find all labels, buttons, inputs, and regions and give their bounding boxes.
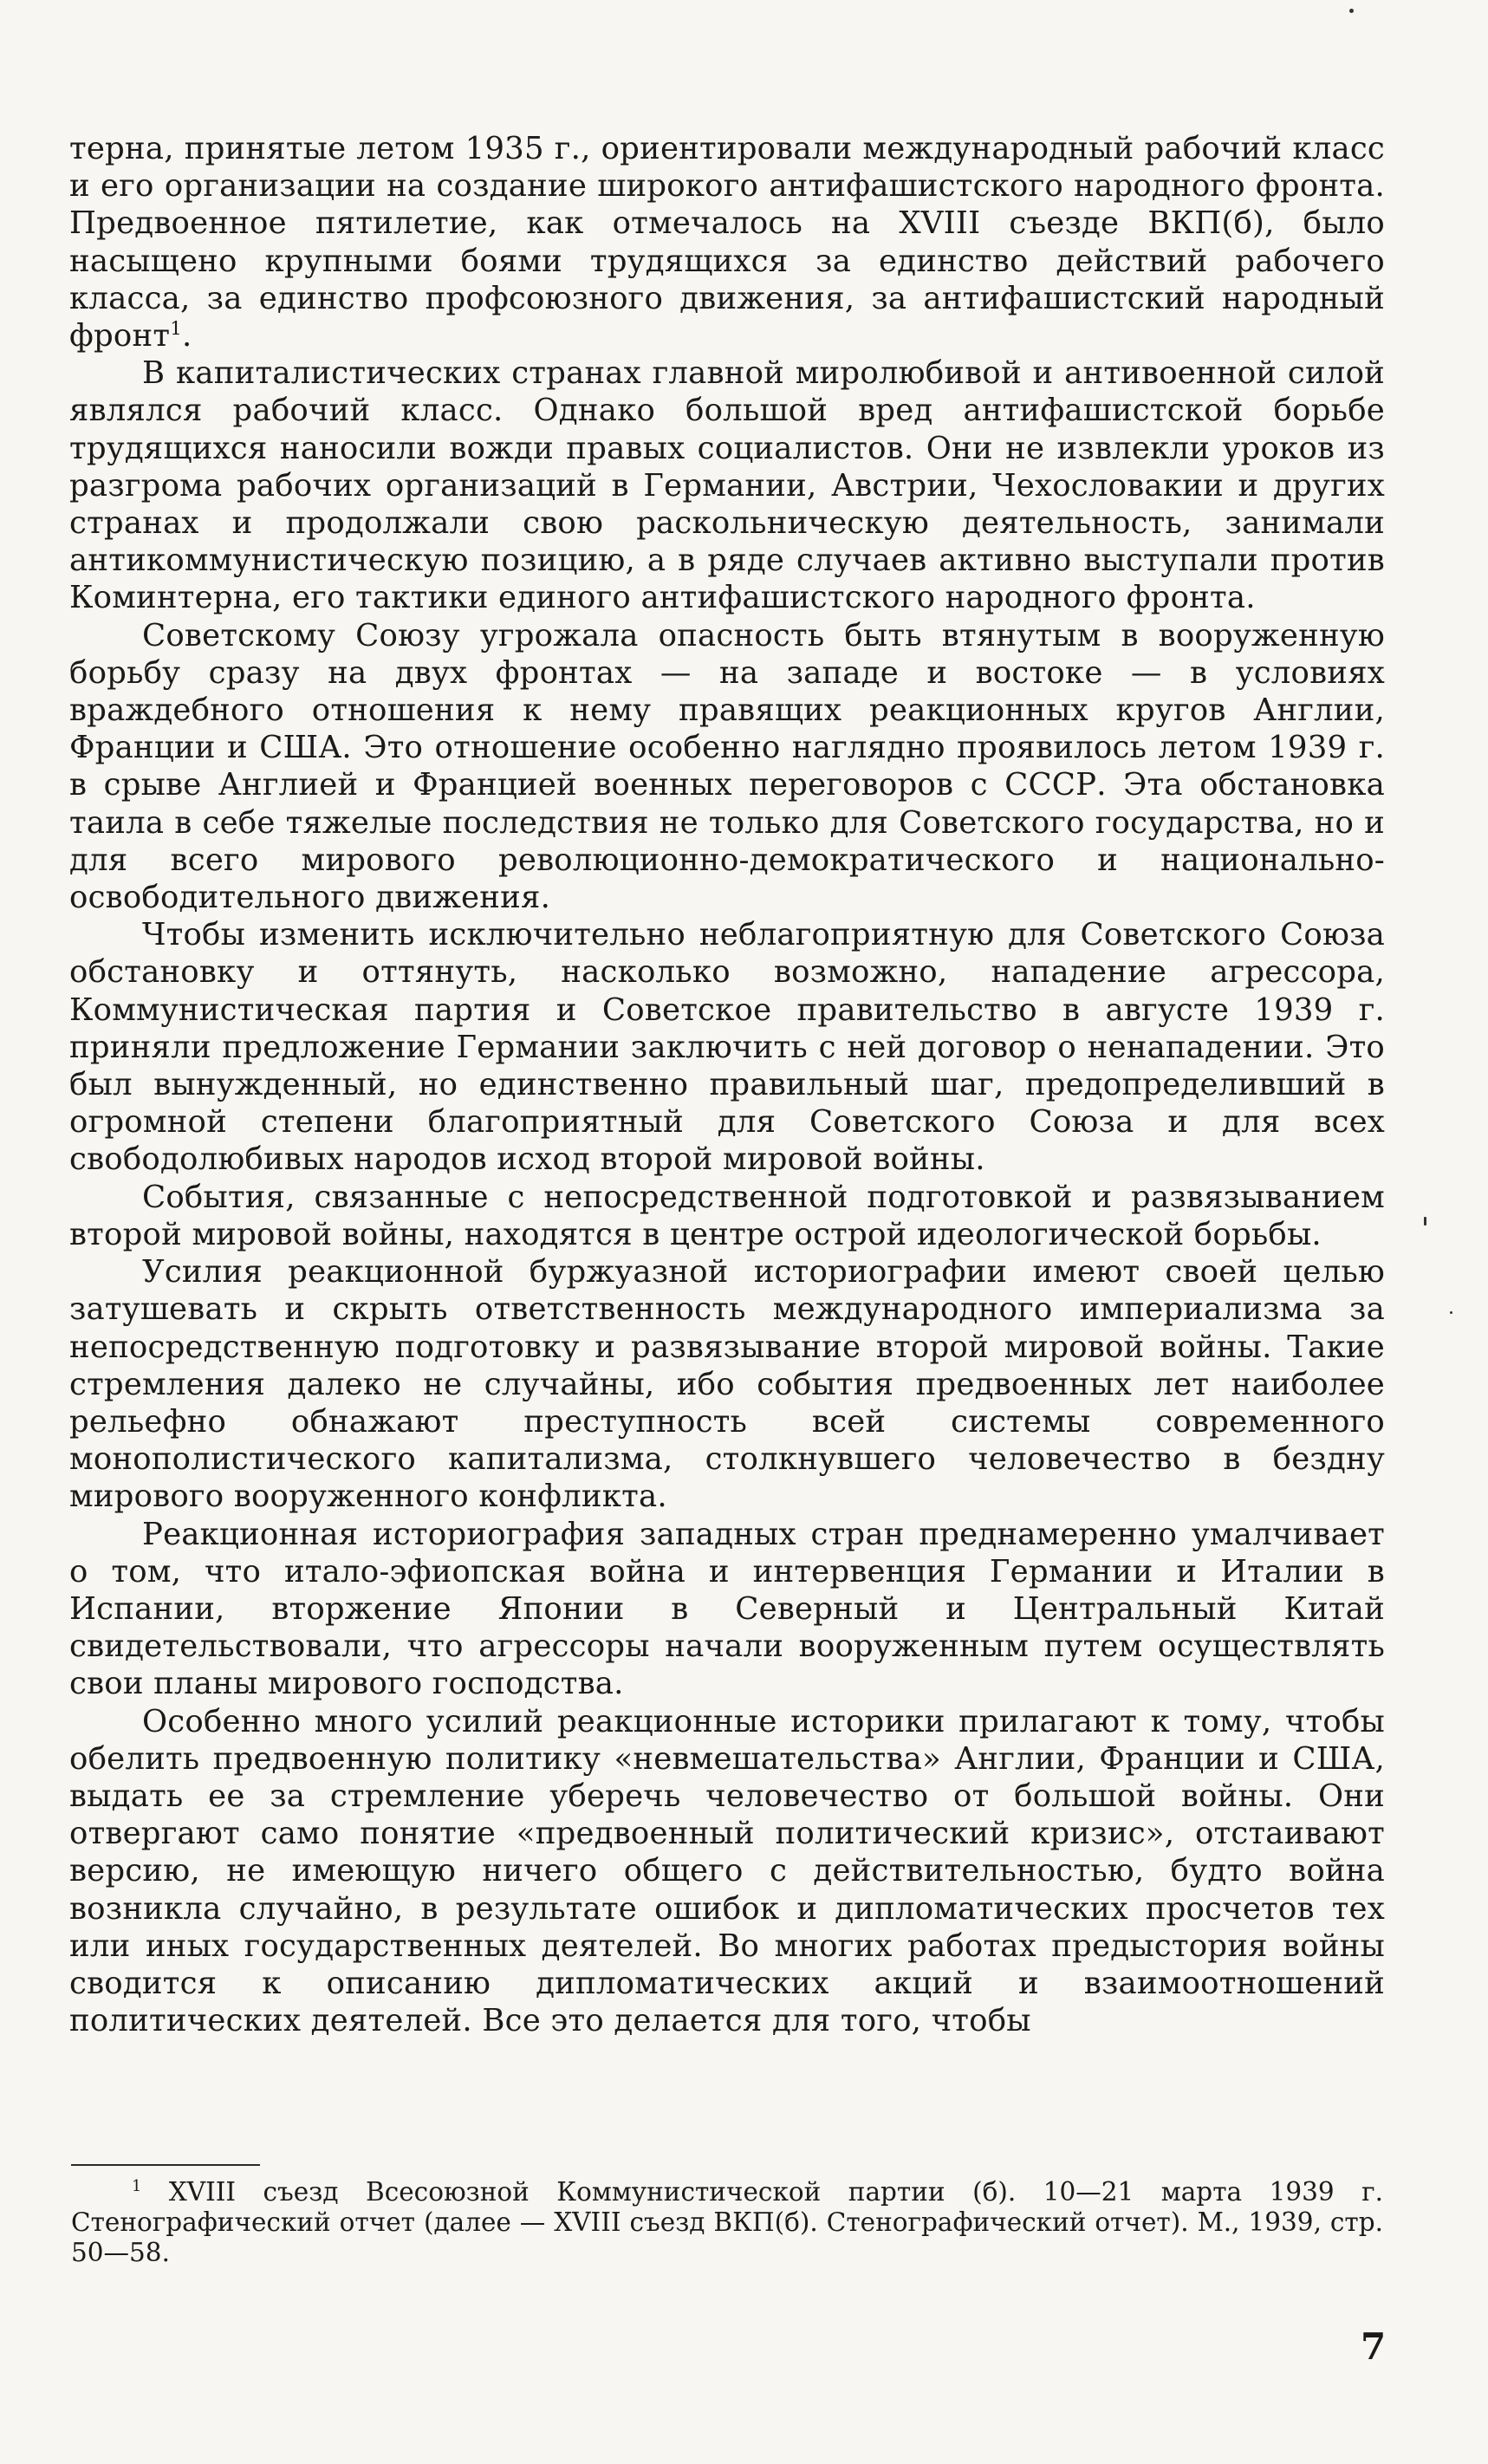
- paragraph-1: терна, принятые летом 1935 г., ориентировали международный рабочий класс и его организации на создание широкого антифашистского народного фронта. Предвоенное пятилетие, как отмечалось на XVIII съезде ВКП(б), было насыщено крупными боями трудящихся за единство действий рабочего класса, за единство профсоюзного движения, за антифашистский народный фронт$^1$.: [69, 131, 1385, 354]
- scan-speck: [1424, 1217, 1426, 1225]
- page-number: 7: [1361, 2325, 1387, 2368]
- page-body: [69, 130, 1385, 2039]
- paragraph-5: События, связанные с непосредственной подготовкой и развязыванием второй мировой войны, находятся в центре острой идеологической борьбы.: [69, 1179, 1385, 1252]
- footnote-ref[interactable]: 1: [170, 318, 182, 341]
- paragraph-4: Чтобы изменить исключительно неблагоприятную для Советского Союза обстановку и оттянуть, насколько возможно, нападение агрессора, Коммунистическая партия и Советское правительство в августе 1939 г. приняли предложение Германии заключить с ней договор о ненападении. Это был вынужденный, но единственно правильный шаг, предопределивший в огромной степени благоприятный для Советского Союза и для всех свободолюбивых народов исход второй мировой войны.: [69, 917, 1385, 1178]
- footnote: [71, 2177, 1383, 2268]
- paragraph-3: Советскому Союзу угрожала опасность быть втянутым в вооруженную борьбу сразу на двух фронтах — на западе и востоке — в условиях враждебного отношения к нему правящих реакционных кругов Англии, Франции и США. Это отношение особенно наглядно проявилось летом 1939 г. в срыве Англией и Францией военных переговоров с СССР. Эта обстановка таила в себе тяжелые последствия не только для Советского государства, но и для всего мирового революционно-демократического и национально-освободительного движения.: [69, 617, 1385, 916]
- paragraph-6: Усилия реакционной буржуазной историографии имеют своей целью затушевать и скрыть ответственность международного империализма за непосредственную подготовку и развязывание второй мировой войны. Такие стремления далеко не случайны, ибо события предвоенных лет наиболее рельефно обнажают преступность всей системы современного монополистического капитализма, столкнувшего человечество в бездну мирового вооруженного конфликта.: [69, 1254, 1385, 1515]
- footnote-text: XVIII съезд Всесоюзной Коммунистической партии (б). 10—21 марта 1939 г. Стенографический отчет (далее — XVIII съезд ВКП(б). Стенографический отчет). М., 1939, стр. 50—58.: [71, 2177, 1383, 2267]
- paragraph-8: Особенно много усилий реакционные историки прилагают к тому, чтобы обелить предвоенную политику «невмешательства» Англии, Франции и США, выдать ее за стремление уберечь человечество от большой войны. Они отвергают само понятие «предвоенный политический кризис», отстаивают версию, не имеющую ничего общего с действительностью, будто война возникла случайно, в результате ошибок и дипломатических просчетов тех или иных государственных деятелей. Во многих работах предыстория войны сводится к описанию дипломатических акций и взаимоотношений политических деятелей. Все это делается для того, чтобы: [69, 1703, 1385, 2039]
- scan-speck: [1349, 9, 1354, 13]
- footnote-marker: 1: [132, 2178, 142, 2196]
- paragraph-2: В капиталистических странах главной миролюбивой и антивоенной силой являлся рабочий класс. Однако большой вред антифашистской борьбе трудящихся наносили вожди правых социалистов. Они не извлекли уроков из разгрома рабочих организаций в Германии, Австрии, Чехословакии и других странах и продолжали свою раскольническую деятельность, занимали антикоммунистическую позицию, а в ряде случаев активно выступали против Коминтерна, его тактики единого антифашистского народного фронта.: [69, 355, 1385, 616]
- paragraph-7: Реакционная историография западных стран преднамеренно умалчивает о том, что итало-эфиопская война и интервенция Германии и Италии в Испании, вторжение Японии в Северный и Центральный Китай свидетельствовали, что агрессоры начали вооруженным путем осуществлять свои планы мирового господства.: [69, 1516, 1385, 1702]
- footnote-divider: [71, 2164, 260, 2166]
- paragraph-1-text: терна, принятые летом 1935 г., ориентировали международный рабочий класс и его организации на создание широкого антифашистского народного фронта. Предвоенное пятилетие, как отмечалось на XVIII съезде ВКП(б), было насыщено крупными боями трудящихся за единство действий рабочего класса, за единство профсоюзного движения, за антифашистский народный фронт: [69, 131, 1385, 354]
- scan-speck: [1450, 1311, 1452, 1314]
